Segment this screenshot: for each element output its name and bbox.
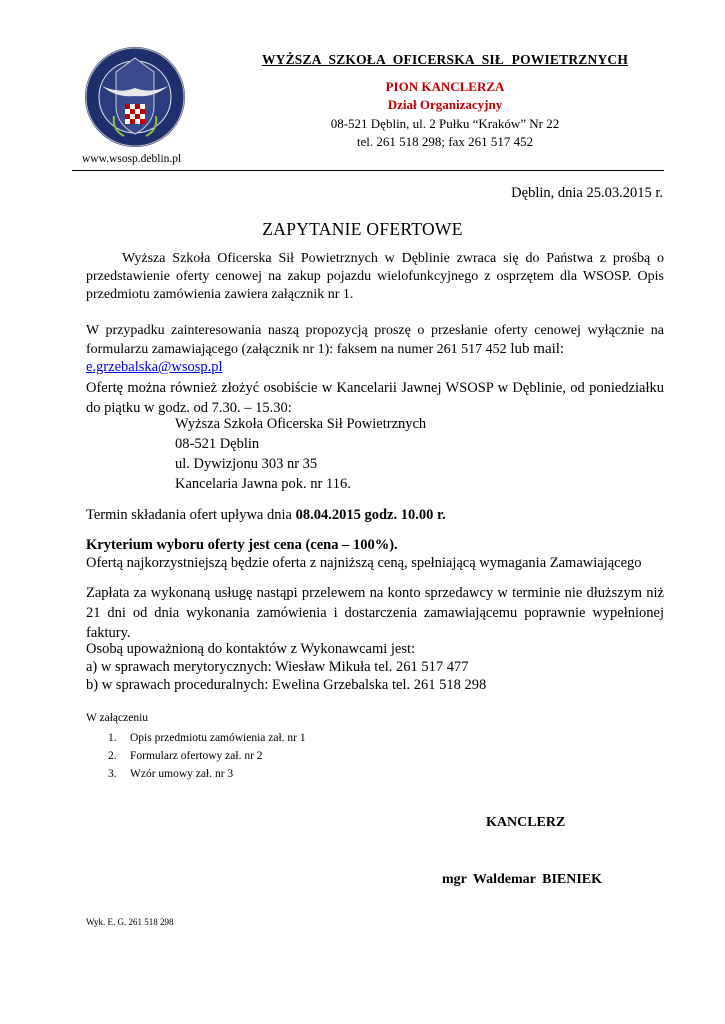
contacts-intro: Osobą upoważnioną do kontaktów z Wykonawcami jest: xyxy=(86,641,416,657)
submission-paragraph xyxy=(86,322,664,359)
list-item xyxy=(108,729,306,747)
signatory-name: mgr Waldemar BIENIEK xyxy=(442,872,603,887)
list-item xyxy=(108,765,306,783)
deadline-value: 08.04.2015 godz. 10.00 r. xyxy=(295,507,446,523)
school-logo xyxy=(84,46,186,148)
contact-procedural: b) w sprawach proceduralnych: Ewelina Grzebalska tel. 261 518 298 xyxy=(86,677,487,693)
criterion-heading: Kryterium wyboru oferty jest cena (cena – 100%). xyxy=(86,537,398,553)
office-address-line1: Wyższa Szkoła Oficerska Sił Powietrznych xyxy=(175,416,427,432)
list-item-number: 2. xyxy=(108,750,117,762)
division-name: PION KANCLERZA xyxy=(385,79,505,94)
footer-note: Wyk. E. G. 261 518 298 xyxy=(86,917,174,927)
list-item-number: 1. xyxy=(108,732,117,744)
office-address xyxy=(175,414,426,494)
list-item-label: Opis przedmiotu zamówienia zał. nr 1 xyxy=(130,732,306,744)
contacts-block xyxy=(86,640,664,694)
list-item-label: Formularz ofertowy zał. nr 2 xyxy=(130,750,263,762)
email-link[interactable] xyxy=(86,359,223,376)
deadline-prefix: Termin składania ofert upływa dnia xyxy=(86,507,296,523)
email-address[interactable]: e.grzebalska@wsosp.pl xyxy=(86,359,223,375)
header-address: 08-521 Dęblin, ul. 2 Pułku “Kraków” Nr 22 xyxy=(330,116,560,131)
intro-paragraph: Wyższa Szkoła Oficerska Sił Powietrznych w Dęblinie zwraca się do Państwa z prośbą o przedstawienie oferty cenowej na zakup pojazdu wielofunkcyjnego z osprzętem dla WSOSP. Opis przedmiotu zamówienia zawiera załącznik nr 1. xyxy=(86,251,664,302)
contact-substantive: a) w sprawach merytorycznych: Wiesław Mikuła tel. 261 517 477 xyxy=(86,659,469,675)
header-divider xyxy=(72,170,664,171)
deadline-line xyxy=(86,505,664,525)
department-name: Dział Organizacyjny xyxy=(387,97,503,112)
list-item xyxy=(108,747,306,765)
office-address-line4: Kancelaria Jawna pok. nr 116. xyxy=(175,476,351,492)
attachments-list xyxy=(108,729,306,783)
office-address-line2: 08-521 Dęblin xyxy=(175,436,260,452)
personal-delivery-paragraph: Ofertę można również złożyć osobiście w Kancelarii Jawnej WSOSP w Dęblinie, od poniedziałku do piątku w godz. od 7.30. – 15.30: xyxy=(86,380,664,416)
criterion-text: Ofertą najkorzystniejszą będzie oferta z najniższą ceną, spełniającą wymagania Zamawiającego xyxy=(86,555,642,571)
date-line: Dęblin, dnia 25.03.2015 r. xyxy=(511,185,663,201)
header-phones: tel. 261 518 298; fax 261 517 452 xyxy=(356,134,534,149)
criterion-block xyxy=(86,536,664,572)
document-title: ZAPYTANIE OFERTOWE xyxy=(262,219,463,239)
school-name: WYŻSZA SZKOŁA OFICERSKA SIŁ POWIETRZNYCH xyxy=(261,52,629,67)
signatory-role: KANCLERZ xyxy=(486,815,566,830)
website-url[interactable]: www.wsosp.deblin.pl xyxy=(82,153,182,165)
submission-text: W przypadku zainteresowania naszą propozycją proszę o przesłanie oferty cenowej wyłącznie na formularzu zamawiającego (załącznik nr 1): faksem na numer 261 517 452 xyxy=(86,323,664,357)
list-item-number: 3. xyxy=(108,768,117,780)
attachments-heading: W załączeniu xyxy=(86,712,149,724)
list-item-label: Wzór umowy zał. nr 3 xyxy=(130,768,234,780)
payment-paragraph: Zapłata za wykonaną usługę nastąpi przelewem na konto sprzedawcy w terminie nie dłuższym niż 21 dni od dnia wykonania zamówienia i dostarczenia zamawiającemu poprawnie wypełnionej faktury. xyxy=(86,585,664,641)
submission-tail: lub mail: xyxy=(506,341,565,357)
office-address-line3: ul. Dywizjonu 303 nr 35 xyxy=(175,456,318,472)
